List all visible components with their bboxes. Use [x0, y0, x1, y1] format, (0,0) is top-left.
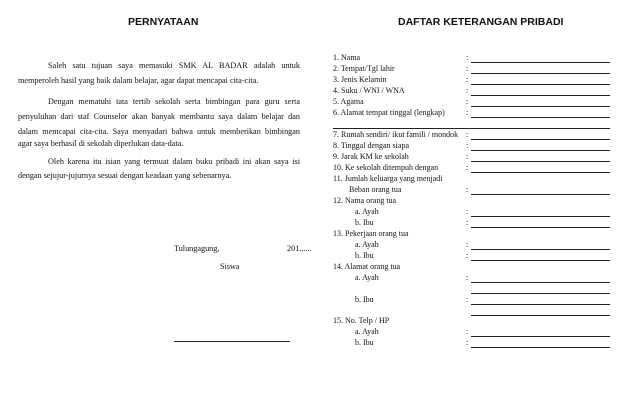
- statement-paragraph-1-line-1: Saleh satu tujuan saya memasuki SMK AL BADAR adalah untuk: [48, 61, 300, 70]
- form-item-colon: :: [466, 218, 469, 227]
- form-item-colon: :: [466, 130, 469, 139]
- form-item-label: 6. Alamat tempat tinggal (lengkap): [333, 108, 445, 117]
- form-item-label: 9. Jarak KM ke sekolah: [333, 152, 409, 161]
- form-item-label: b. Ibu: [355, 295, 374, 304]
- form-item-colon: :: [466, 108, 469, 117]
- form-item-blank-line[interactable]: [471, 172, 610, 173]
- form-item-label: 3. Jenis Kelamin: [333, 75, 387, 84]
- form-item-blank-line[interactable]: [471, 139, 610, 140]
- form-item-blank-line[interactable]: [471, 73, 610, 74]
- form-item-blank-line[interactable]: [471, 84, 610, 85]
- form-item-blank-line[interactable]: [471, 347, 610, 348]
- form-item-blank-line[interactable]: [471, 106, 610, 107]
- address-continuation-line[interactable]: [333, 128, 610, 129]
- form-item-blank-line[interactable]: [471, 161, 610, 162]
- signature-place: Tulungagung,: [174, 244, 220, 253]
- form-item-label: 2. Tempat/Tgl lahir: [333, 64, 395, 73]
- statement-paragraph-2-line-1: Dengan mematuhi tata tertib sekolah serta bimbingan para guru serta: [48, 97, 300, 106]
- form-item-blank-line[interactable]: [471, 62, 610, 63]
- form-item-blank-line[interactable]: [471, 150, 610, 151]
- signature-line: [174, 341, 290, 342]
- form-item-label: b. Ibu: [355, 338, 374, 347]
- form-item-colon: :: [466, 295, 469, 304]
- form-item-colon: :: [466, 53, 469, 62]
- statement-title: PERNYATAAN: [128, 16, 199, 28]
- form-item-label: 12. Nama orang tua: [333, 196, 397, 205]
- form-item-label: 1. Nama: [333, 53, 361, 62]
- form-item-colon: :: [466, 152, 469, 161]
- form-item-blank-line[interactable]: [471, 227, 610, 228]
- statement-paragraph-2-line-2: penyuluhan dari staf Counselor akan banyak membantu saya dalam belajar dan: [18, 112, 300, 121]
- form-item-label: b. Ibu: [355, 251, 374, 260]
- form-item-blank-line[interactable]: [471, 249, 610, 250]
- form-item-colon: :: [466, 86, 469, 95]
- form-item-label: 11. Jumlah keluarga yang menjadi: [333, 174, 443, 183]
- form-item-blank-line[interactable]: [471, 304, 610, 305]
- form-item-colon: :: [466, 273, 469, 282]
- form-item-blank-line[interactable]: [471, 216, 610, 217]
- statement-paragraph-2-line-4: agar saya berhasil di sekolah diperlukan data-data.: [18, 139, 184, 148]
- form-item-colon: :: [466, 327, 469, 336]
- statement-paragraph-1-line-2: memperoleh hasil yang baik dalam belajar, agar dapat mencapai cita-cita.: [18, 76, 259, 85]
- signature-year: 201......: [287, 244, 312, 253]
- form-item-label: 7. Rumah sendiri/ ikut famili / mondok: [333, 130, 459, 139]
- form-item-colon: :: [466, 64, 469, 73]
- signer-label: Siswa: [220, 262, 240, 271]
- form-item-label: 8. Tinggal dengan siapa: [333, 141, 409, 150]
- personal-data-title: DAFTAR KETERANGAN PRIBADI: [398, 16, 564, 28]
- form-item-blank-line[interactable]: [471, 95, 610, 96]
- form-item-colon: :: [466, 338, 469, 347]
- form-item-colon: :: [466, 163, 469, 172]
- form-item-colon: :: [466, 75, 469, 84]
- form-item-label: a. Ayah: [355, 240, 379, 249]
- form-item-label: a. Ayah: [355, 273, 379, 282]
- form-item-blank-line[interactable]: [471, 260, 610, 261]
- form-item-label: b. Ibu: [355, 218, 374, 227]
- form-item-blank-line-extra[interactable]: [471, 293, 610, 294]
- statement-paragraph-2-line-3: dalam memcapai cita-cita. Saya menyadari bahwa untuk memberikan bimbingan: [18, 127, 300, 136]
- form-item-label: 4. Suku / WNI / WNA: [333, 86, 405, 95]
- form-item-blank-line[interactable]: [471, 194, 610, 195]
- form-item-blank-line[interactable]: [471, 282, 610, 283]
- form-item-colon: :: [466, 141, 469, 150]
- form-item-label: 10. Ke sekolah ditempuh dengan: [333, 163, 439, 172]
- statement-paragraph-3-line-2: dengan sejujur-jujurnya sesuai dengan keadaan yang sebenarnya.: [18, 171, 232, 180]
- form-item-colon: :: [466, 251, 469, 260]
- form-item-label: a. Ayah: [355, 207, 379, 216]
- form-item-colon: :: [466, 240, 469, 249]
- form-item-blank-line[interactable]: [471, 336, 610, 337]
- form-item-label: 5. Agama: [333, 97, 364, 106]
- form-item-blank-line-extra[interactable]: [471, 315, 610, 316]
- statement-paragraph-3-line-1: Oleh karena itu isian yang termuat dalam buku pribadi ini akan saya isi: [48, 157, 300, 166]
- form-item-label: Beban orang tua: [349, 185, 402, 194]
- form-item-label: a. Ayah: [355, 327, 379, 336]
- form-item-colon: :: [466, 97, 469, 106]
- form-item-colon: :: [466, 185, 469, 194]
- form-item-label: 14. Alamat orang tua: [333, 262, 401, 271]
- form-item-label: 13. Pekerjaan orang tua: [333, 229, 409, 238]
- form-item-colon: :: [466, 207, 469, 216]
- form-item-label: 15. No. Telp / HP: [333, 316, 390, 325]
- form-item-blank-line[interactable]: [471, 117, 610, 118]
